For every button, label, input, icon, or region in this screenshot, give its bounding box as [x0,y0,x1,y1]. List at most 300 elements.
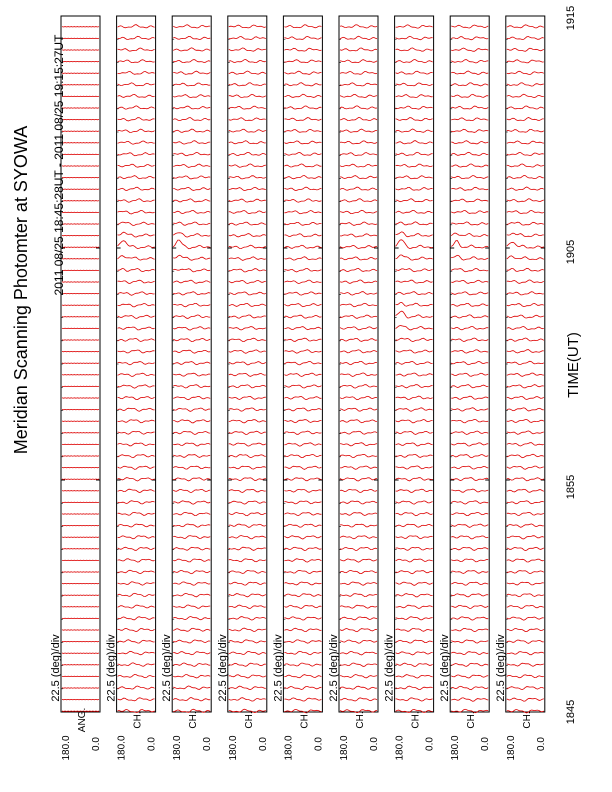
trace-line [229,327,266,330]
trace-line [340,280,377,283]
trace-line [340,199,377,202]
panel-label: CH. [521,711,533,729]
trace-line [118,478,155,481]
trace-line [284,547,321,550]
trace-line [229,698,266,701]
trace-line [396,408,433,412]
trace-line [340,640,377,643]
trace-line [340,234,377,237]
trace-line [396,548,433,551]
trace-line [284,397,321,400]
panel-ch5 [328,16,380,761]
trace-line [229,199,266,202]
trace-line [396,373,433,376]
trace-line [451,686,488,689]
trace-line [396,663,433,666]
trace-line [396,95,433,98]
scale-label: 22.5 (deg)/div [272,634,285,702]
trace-line [229,686,266,690]
trace-line [340,466,377,469]
trace-line [229,292,266,295]
trace-line [340,547,377,550]
trace-line [173,512,210,515]
trace-line [507,582,544,585]
trace-line [229,663,266,666]
trace-line [284,431,321,434]
trace-line [284,501,321,504]
trace-line [284,663,321,666]
trace-line [340,268,377,271]
trace-line [396,686,433,689]
trace-line [229,547,266,550]
trace-line [340,350,377,353]
trace-line [118,582,155,585]
panel-ch2 [161,16,213,761]
trace-line [284,373,321,376]
trace-line [118,71,155,74]
trace-line [118,106,155,109]
trace-line [340,292,377,296]
trace-line [340,338,377,341]
trace-line [118,199,155,203]
trace-line [118,94,155,97]
y-tick-label-0: 0.0 [424,737,436,751]
trace-line [340,315,377,318]
trace-line [340,129,377,132]
trace-line [451,605,488,608]
y-tick-label-0: 0.0 [91,737,102,751]
trace-line [284,129,321,132]
trace-line [173,152,210,155]
scale-label: 22.5 (deg)/div [216,634,229,702]
trace-line [229,605,266,608]
trace-line [118,362,155,365]
trace-line [284,48,321,51]
trace-line [507,361,544,364]
trace-line [229,280,266,283]
trace-line [340,686,377,689]
trace-line [396,118,433,121]
trace-line [229,466,266,469]
trace-line [396,513,433,516]
trace-line [340,60,377,63]
trace-line [507,454,544,458]
trace-line [229,628,266,631]
trace-line [340,629,377,632]
trace-line [507,71,544,74]
trace-line [173,338,210,341]
trace-line [229,373,266,376]
trace-line [507,536,544,539]
trace-line [396,292,433,295]
trace-line [340,222,377,225]
trace-line [284,71,321,74]
trace-line [229,37,266,40]
trace-line [507,373,544,376]
trace-line [451,48,488,51]
trace-line [507,164,544,167]
trace-line [396,302,433,306]
y-tick-label-180: 180.0 [505,735,517,761]
trace-line [340,698,377,701]
x-tick-label-1915: 1915 [565,5,577,31]
trace-line [451,408,488,411]
trace-line [340,443,377,446]
panel-frame [61,16,100,712]
trace-line [173,176,210,179]
panel-label: ANG. [77,707,88,733]
trace-line [118,118,155,121]
trace-line [396,210,433,213]
trace-line [284,617,321,620]
trace-line [229,431,266,434]
trace-line [396,222,433,225]
trace-line [507,303,544,306]
trace-line [173,570,210,573]
trace-line [340,164,377,167]
trace-line [284,361,321,364]
trace-line [507,489,544,492]
y-tick-label-180: 180.0 [227,735,239,761]
x-tick-label-1905: 1905 [565,239,577,265]
trace-line [118,292,155,296]
trace-line [396,362,433,365]
trace-line [229,675,266,678]
trace-line [173,141,210,144]
panel-frame [339,16,378,712]
trace-line [451,617,488,620]
trace-line [507,268,544,271]
trace-line [173,640,210,643]
trace-line [451,361,488,364]
trace-line [340,25,377,28]
trace-line [118,512,155,515]
trace-line [173,315,210,319]
trace-line [451,512,488,515]
trace-line [396,675,433,679]
trace-line [451,385,488,388]
y-tick-label-180: 180.0 [450,735,462,761]
panel-label: CH. [355,711,366,729]
trace-line [451,443,488,446]
scale-label: 22.5 (deg)/div [439,634,452,702]
trace-line [118,640,155,643]
trace-line [118,420,155,423]
trace-line [284,257,321,260]
trace-line [451,640,488,643]
trace-line [284,489,321,492]
trace-line [507,315,544,318]
trace-line [340,72,377,75]
trace-line [173,362,210,365]
trace-line [340,582,377,585]
trace-line [173,327,210,330]
trace-line [229,222,266,225]
scale-label: 22.5 (deg)/div [383,634,396,702]
trace-line [284,338,321,341]
trace-line [118,628,155,631]
trace-line [396,478,433,481]
trace-line [396,594,433,597]
trace-line [229,48,266,51]
trace-line [173,48,210,51]
y-tick-label-0: 0.0 [257,737,269,751]
trace-line [396,698,433,701]
trace-line [451,176,488,179]
trace-line [507,233,544,237]
trace-line [340,176,377,179]
trace-line [173,199,210,202]
trace-line [396,617,433,620]
trace-line [507,83,544,86]
trace-line [507,524,544,527]
trace-line [396,536,433,539]
trace-line [284,211,321,214]
trace-line [173,210,210,213]
trace-line [284,582,321,585]
trace-line [451,25,488,28]
trace-line [284,83,321,86]
trace-line [229,396,266,399]
trace-line [451,71,488,74]
trace-line [284,605,321,608]
trace-line [340,385,377,388]
trace-line [229,60,266,63]
trace-line [396,129,433,132]
trace-line [507,106,544,109]
trace-line [229,187,266,190]
trace-line [284,536,321,539]
trace-line [451,222,488,225]
trace-line [340,408,377,411]
trace-line [284,443,321,446]
trace-line [118,489,155,492]
trace-line [396,187,433,190]
trace-line [173,559,210,562]
trace-line [173,536,210,539]
y-tick-label-180: 180.0 [394,735,406,761]
trace-line [340,420,377,423]
trace-line [507,501,544,504]
trace-line [340,83,377,86]
x-axis-label: TIME(UT) [565,332,582,398]
trace-line [451,478,488,481]
trace-line [229,234,266,237]
scale-label: 22.5 (deg)/div [328,634,340,702]
panel-group [50,16,547,761]
scale-label: 22.5 (deg)/div [50,634,62,702]
trace-line [118,559,155,562]
trace-line [284,640,321,643]
y-tick-label-0: 0.0 [146,737,158,751]
trace-line [340,536,377,539]
trace-line [118,211,155,214]
trace-line [173,25,210,28]
trace-line [340,594,377,597]
trace-line [507,187,544,190]
panel-label: CH. [188,711,200,729]
trace-line [340,431,377,434]
trace-line [118,222,155,225]
trace-line [118,339,155,342]
trace-line [396,176,433,179]
trace-line [340,210,377,213]
panel-label: CH. [410,711,422,729]
trace-line [396,431,433,434]
trace-line [451,571,488,574]
trace-line [396,559,433,562]
trace-line [118,570,155,573]
trace-line [396,71,433,74]
trace-line [507,292,544,295]
trace-line [396,350,433,353]
trace-line [173,593,210,597]
trace-line [451,106,488,109]
trace-line [284,234,321,237]
trace-line [118,327,155,330]
trace-line [284,152,321,155]
trace-line [118,455,155,458]
y-tick-label-0: 0.0 [480,737,492,751]
trace-line [340,327,377,330]
trace-line [451,211,488,214]
trace-line [284,327,321,330]
trace-line [173,280,210,283]
trace-line [229,455,266,458]
scale-label: 22.5 (deg)/div [494,634,507,702]
trace-line [396,232,433,237]
trace-line [173,686,210,690]
trace-line [173,489,210,492]
trace-line [173,269,210,272]
x-tick-label-1855: 1855 [565,474,577,500]
trace-line [229,338,266,341]
trace-line [396,396,433,399]
trace-line [118,36,155,39]
trace-line [396,152,433,155]
y-tick-label-0: 0.0 [535,737,547,751]
trace-line [229,651,266,654]
trace-line [396,36,433,40]
trace-line [396,443,433,446]
trace-line [340,478,377,481]
trace-line [118,232,155,237]
trace-line [284,315,321,318]
trace-line [229,106,266,109]
trace-line [396,420,433,423]
panel-ch8 [495,16,547,761]
trace-line [507,141,544,144]
trace-line [396,60,433,63]
trace-line [340,663,377,666]
trace-line [340,617,377,620]
trace-line [284,280,321,284]
y-tick-label-180: 180.0 [172,735,184,761]
trace-line [173,675,210,678]
trace-line [229,501,266,504]
trace-line [507,687,544,690]
trace-line [507,153,544,156]
trace-line [173,60,210,63]
trace-line [507,617,544,620]
y-tick-label-0: 0.0 [369,737,380,751]
trace-line [396,255,433,260]
trace-line [507,571,544,574]
trace-line [118,651,155,655]
trace-line [118,674,155,677]
trace-line [118,129,155,132]
trace-line [284,385,321,388]
trace-line [284,118,321,121]
trace-line [229,141,266,144]
trace-line [451,466,488,469]
trace-line [451,303,488,306]
trace-line [507,60,544,63]
trace-line [340,361,377,364]
trace-line [229,152,266,155]
trace-line [396,280,433,283]
trace-line [284,187,321,190]
trace-line [173,385,210,388]
trace-line [229,524,266,527]
trace-line [118,385,155,388]
trace-line [118,60,155,63]
x-tick-label-1845: 1845 [565,699,577,725]
trace-line [173,222,210,225]
trace-line [118,83,155,86]
trace-line [118,153,155,156]
trace-line [284,420,321,423]
trace-line [451,489,488,492]
trace-line [507,559,544,562]
trace-line [396,106,433,109]
trace-line [229,582,266,585]
trace-line [229,176,266,179]
trace-line [173,524,210,527]
trace-line [396,466,433,469]
trace-line [173,303,210,306]
trace-line [229,594,266,597]
trace-line [284,570,321,573]
panel-ch1 [106,16,158,761]
trace-line [118,466,155,469]
trace-line [229,25,266,28]
trace-line [229,71,266,74]
trace-line [173,95,210,98]
trace-line [118,25,155,28]
trace-line [229,129,266,132]
trace-line [173,292,210,295]
trace-line [507,605,544,608]
trace-line [396,629,433,632]
trace-line [451,501,488,504]
trace-line [396,652,433,655]
trace-line [173,663,210,666]
trace-line [229,94,266,97]
trace-line [118,176,155,179]
trace-line [229,617,266,621]
trace-line [340,524,377,527]
trace-line [451,652,488,655]
trace-line [507,94,544,97]
trace-line [173,628,210,631]
trace-line [229,385,266,388]
trace-line [173,455,210,458]
trace-line [396,311,433,318]
trace-line [451,152,488,155]
trace-line [118,373,155,376]
trace-line [229,245,266,248]
